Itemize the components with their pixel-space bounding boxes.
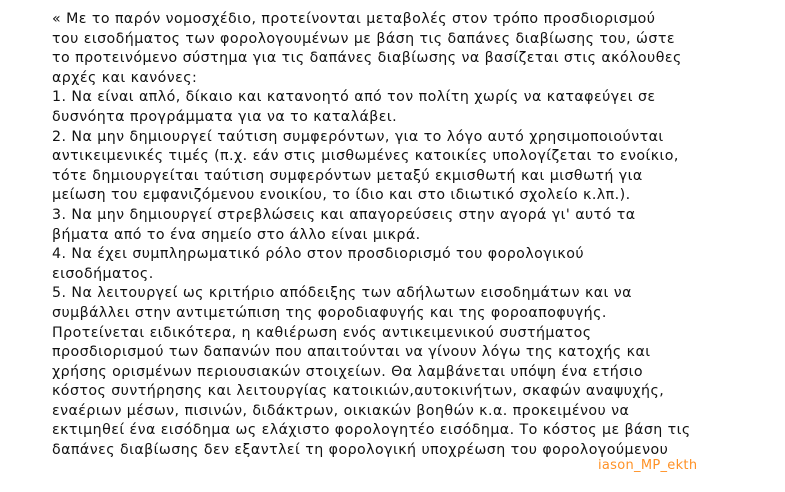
text-line: κόστος συντήρησης και λειτουργίας κατοικιών,αυτοκινήτων, σκαφών αναψυχής,	[52, 383, 665, 400]
text-line: δυσνόητα προγράμματα για να το καταλάβει.	[52, 108, 398, 125]
text-line: αντικειμενικές τιμές (π.χ. εάν στις μισθωμένες κατοικίες υπολογίζεται το ενοίκιο,	[52, 148, 679, 165]
text-line: προσδιορισμού των δαπανών που απαιτούνται να γίνουν λόγω της κατοχής και	[52, 344, 651, 361]
text-line: συμβάλλει στην αντιμετώπιση της φοροδιαφυγής και της φοροαποφυγής.	[52, 304, 607, 321]
text-line: « Με το παρόν νομοσχέδιο, προτείνονται μεταβολές στον τρόπο προσδιορισμού	[52, 11, 656, 27]
text-line: χρήσης ορισμένων περιουσιακών στοιχείων. Θα λαμβάνεται υπόψη ένα ετήσιο	[52, 363, 644, 380]
text-line: 5. Να λειτουργεί ως κριτήριο απόδειξης των αδήλωτων εισοδημάτων και να	[52, 285, 632, 302]
text-line: 4. Να έχει συμπληρωματικό ρόλο στον προσδιορισμό του φορολογικού	[52, 246, 584, 263]
text-line: μείωση του εμφανιζόμενου ενοικίου, το ίδιο και στο ιδιωτικό σχολείο κ.λπ.).	[52, 187, 631, 204]
text-line: το προτεινόμενο σύστημα για τις δαπάνες διαβίωσης να βασίζεται στις ακόλουθες	[52, 50, 682, 67]
text-line: τότε δημιουργείται ταύτιση συμφερόντων μεταξύ εκμισθωτή και μισθωτή για	[52, 167, 643, 184]
text-line: εισοδήματος.	[52, 265, 154, 282]
text-line: Προτείνεται ειδικότερα, η καθιέρωση ενός αντικειμενικού συστήματος	[52, 324, 592, 341]
text-line: 2. Να μην δημιουργεί ταύτιση συμφερόντων, για το λόγο αυτό χρησιμοποιούνται	[52, 128, 664, 145]
text-line: εκτιμηθεί ένα εισόδημα ως ελάχιστο φορολογητέο εισόδημα. Το κόστος με βάση τις	[52, 422, 691, 439]
text-line: βήματα από το ένα σημείο στο άλλο είναι μικρά.	[52, 226, 421, 243]
document-text	[52, 10, 777, 461]
text-line: εναέριων μέσων, πισινών, διδάκτρων, οικιακών βοηθών κ.α. προκειμένου να	[52, 402, 630, 419]
text-line: 3. Να μην δημιουργεί στρεβλώσεις και απαγορεύσεις στην αγορά γι' αυτό τα	[52, 206, 636, 223]
watermark: iason_MP_ekth	[598, 458, 698, 473]
text-line: αρχές και κανόνες:	[52, 69, 198, 86]
text-line: του εισοδήματος των φορολογουμένων με βάση τις δαπάνες διαβίωσης του, ώστε	[52, 30, 675, 47]
text-line: δαπάνες διαβίωσης δεν εξαντλεί τη φορολογική υποχρέωση του φορολογούμενου	[52, 442, 669, 459]
text-line: 1. Να είναι απλό, δίκαιο και κατανοητό από τον πολίτη χωρίς να καταφεύγει σε	[52, 89, 656, 106]
